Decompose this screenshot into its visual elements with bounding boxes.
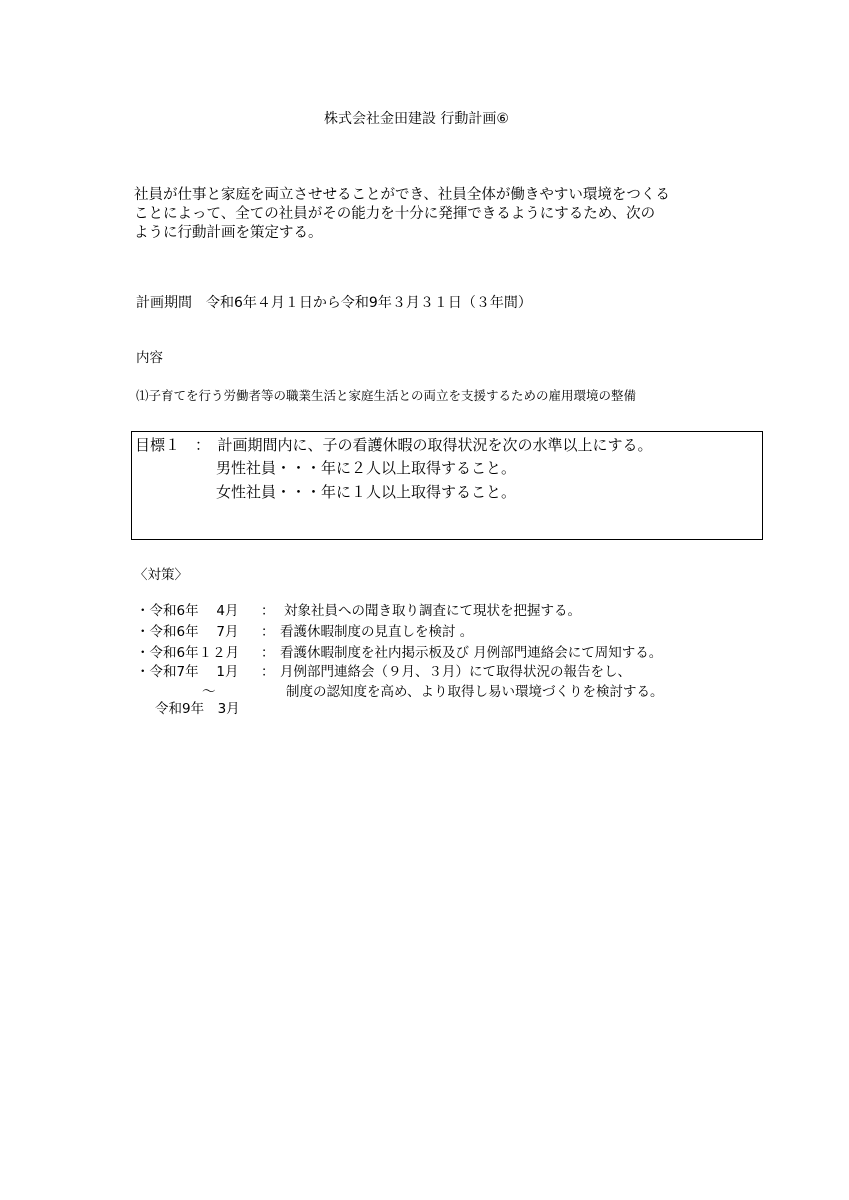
goal-line-3: 女性社員・・・年に１人以上取得すること。 bbox=[216, 483, 517, 501]
measure-continuation: 制度の認知度を高め、より取得し易い環境づくりを検討する。 bbox=[286, 684, 664, 700]
intro-line: ことによって、全ての社員がその能力を十分に発揮できるようにするため、次の bbox=[134, 206, 656, 222]
content-heading: 内容 bbox=[136, 350, 163, 366]
measure-colon: ： bbox=[261, 603, 275, 619]
measure-date: ・令和6年 4月 bbox=[136, 603, 239, 619]
measure-row bbox=[136, 620, 756, 638]
measure-row bbox=[136, 660, 756, 678]
measure-action: 月例部門連絡会（９月、３月）にて取得状況の報告をし、 bbox=[280, 664, 631, 680]
intro-paragraph bbox=[134, 186, 670, 243]
measure-colon: ： bbox=[261, 624, 275, 640]
document-title: 株式会社金田建設 行動計画⑥ bbox=[323, 111, 509, 127]
measure-date: ・令和6年 7月 bbox=[136, 624, 239, 640]
goal-line-2: 男性社員・・・年に２人以上取得すること。 bbox=[216, 459, 517, 477]
measure-action: 看護休暇制度の見直しを検討 。 bbox=[280, 624, 474, 640]
intro-line: 社員が仕事と家庭を両立させせることができ、社員全体が働きやすい環境をつくる bbox=[134, 187, 670, 203]
measure-end-date: 令和9年 3月 bbox=[155, 701, 240, 717]
section-heading-1: ⑴子育てを行う労働者等の職業生活と家庭生活との両立を支援するための雇用環境の整備 bbox=[136, 388, 637, 403]
measure-date: ・令和6年１２月 bbox=[136, 645, 240, 661]
intro-line: ように行動計画を策定する。 bbox=[134, 225, 323, 241]
measure-tilde: ～ bbox=[202, 684, 216, 700]
measure-colon: ： bbox=[261, 664, 275, 680]
measure-row bbox=[136, 641, 756, 659]
goal-line-1: 目標１ ： 計画期間内に、子の看護休暇の取得状況を次の水準以上にする。 bbox=[135, 436, 653, 454]
measure-colon: ： bbox=[261, 645, 275, 661]
goal-box bbox=[131, 431, 763, 540]
measure-row bbox=[136, 599, 756, 617]
measure-date: ・令和7年 1月 bbox=[136, 664, 239, 680]
measure-action: 看護休暇制度を社内掲示板及び 月例部門連絡会にて周知する。 bbox=[280, 645, 663, 661]
plan-period: 計画期間 令和6年４月１日から令和9年３月３１日（３年間） bbox=[136, 295, 532, 311]
measure-action: 対象社員への聞き取り調査にて現状を把握する。 bbox=[284, 603, 581, 619]
measures-heading: 〈対策〉 bbox=[134, 567, 188, 583]
